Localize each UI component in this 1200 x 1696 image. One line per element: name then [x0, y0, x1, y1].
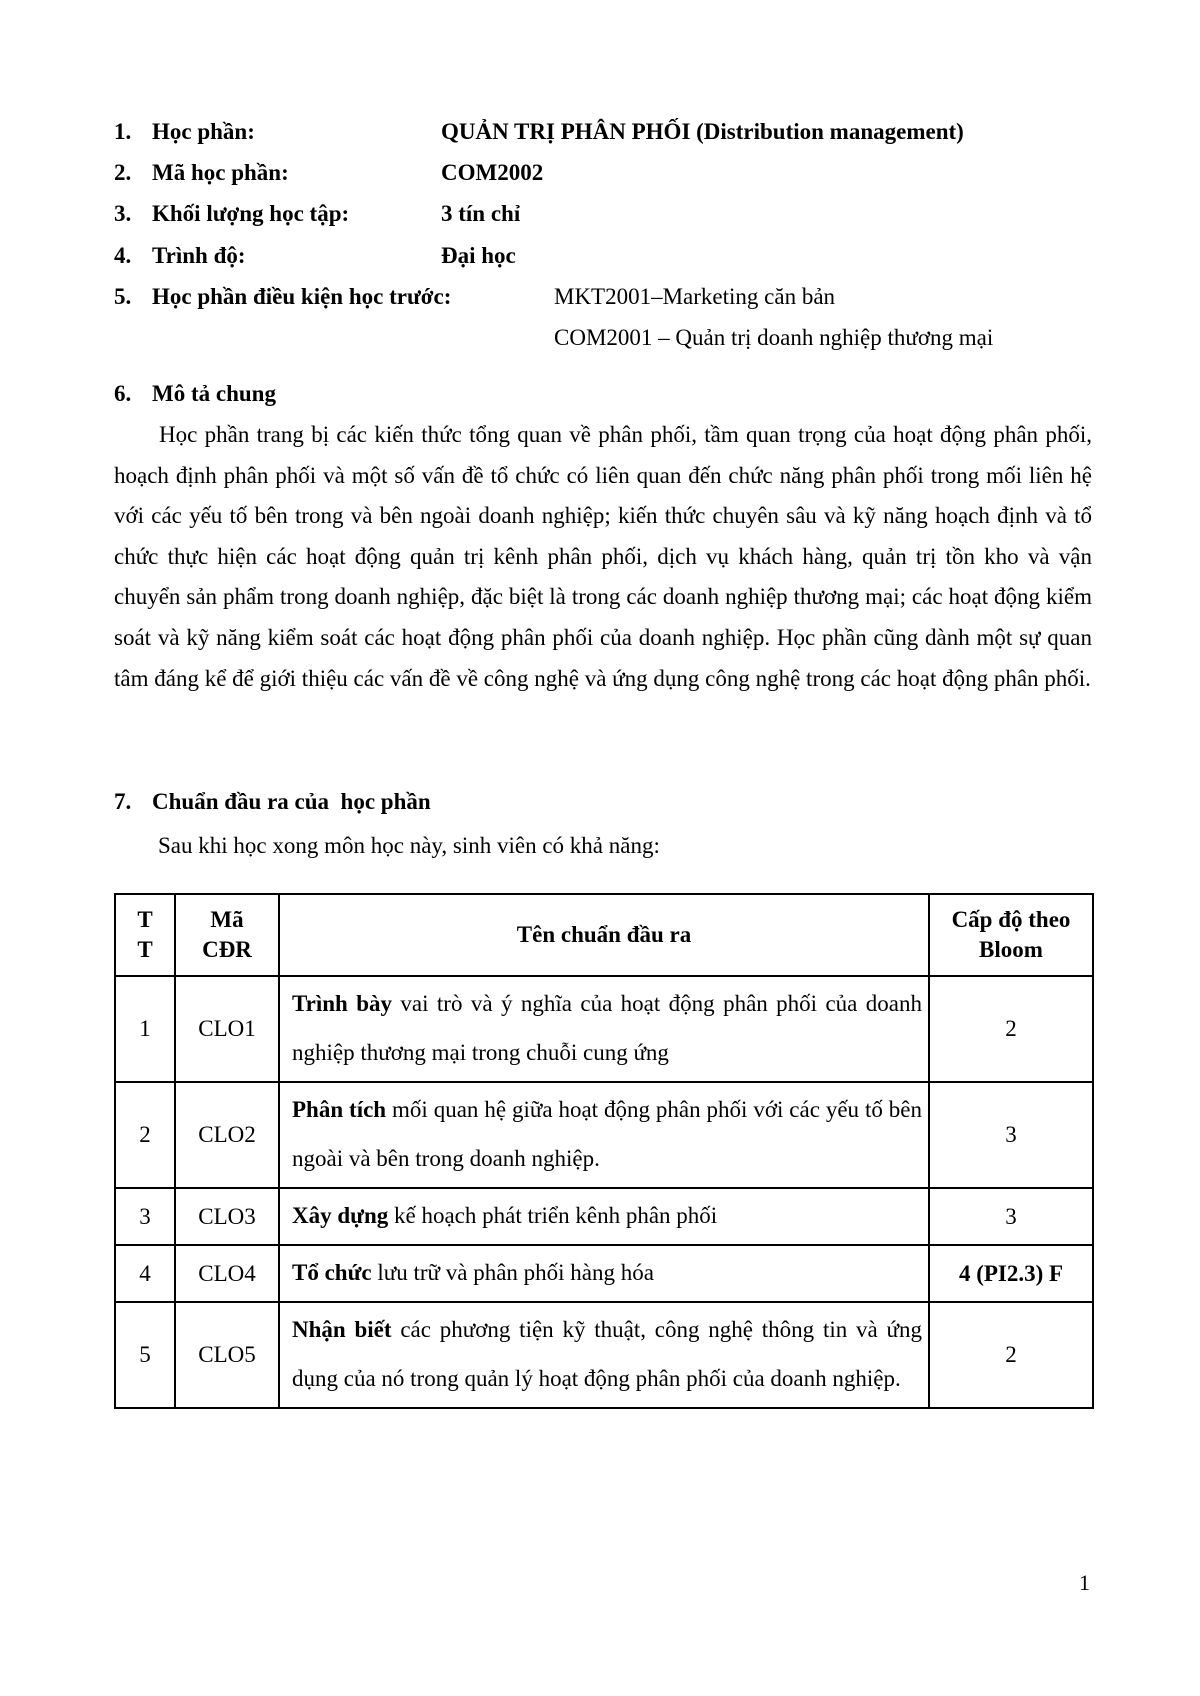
outcome-code: CLO3 [175, 1188, 279, 1245]
table-row [115, 1188, 1093, 1245]
table-header-row [115, 894, 1093, 976]
info-value: 3 tín chỉ [441, 201, 521, 226]
header-text: CĐR [202, 937, 252, 962]
outcome-verb: Phân tích [292, 1097, 387, 1122]
section-number: 6. [114, 381, 132, 406]
page-number: 1 [1079, 1570, 1090, 1595]
info-value: COM2002 [441, 160, 544, 185]
table-row [115, 1082, 1093, 1188]
outcome-description [279, 1302, 929, 1408]
item-number: 2. [114, 160, 132, 185]
header-outcome-name: Tên chuẩn đầu ra [279, 894, 929, 976]
outcome-text: lưu trữ và phân phối hàng hóa [371, 1260, 654, 1285]
section-number: 7. [114, 789, 132, 814]
table-row [115, 976, 1093, 1082]
table-row [115, 1302, 1093, 1408]
table-row [115, 1245, 1093, 1302]
outcome-text: kế hoạch phát triển kênh phân phối [388, 1203, 718, 1228]
outcome-verb: Trình bày [292, 991, 393, 1016]
outcome-text: các phương tiện kỹ thuật, công nghệ thông tin và ứng dụng của nó trong quản lý hoạt động phân phối của doanh nghiệp. [292, 1317, 922, 1391]
header-text: Cấp độ theo [951, 907, 1071, 932]
item-number: 3. [114, 201, 132, 226]
header-text: Mã [210, 907, 244, 932]
outcome-description [279, 1188, 929, 1245]
info-label: Học phần điều kiện học trước: [152, 284, 452, 309]
row-number: 5 [115, 1302, 175, 1408]
bloom-level: 3 [929, 1188, 1093, 1245]
outcome-code: CLO1 [175, 976, 279, 1082]
row-number: 3 [115, 1188, 175, 1245]
row-number: 4 [115, 1245, 175, 1302]
header-text: Bloom [979, 937, 1043, 962]
outcome-text: mối quan hệ giữa hoạt động phân phối với các yếu tố bên ngoài và bên trong doanh nghiệp. [292, 1097, 922, 1171]
course-description: Học phần trang bị các kiến thức tổng quan về phân phối, tầm quan trọng của hoạt động phân phối, hoạch định phân phối và một số vấn đề tổ chức có liên quan đến chức năng phân phối trong mối liên hệ với các yếu tố bên trong và bên ngoài doanh nghiệp; kiến thức chuyên sâu và kỹ năng hoạch định và tổ chức thực hiện các hoạt động quản trị kênh phân phối, dịch vụ khách hàng, quản trị tồn kho và vận chuyển sản phẩm trong doanh nghiệp, đặc biệt là trong các doanh nghiệp thương mại; các hoạt động kiểm soát và kỹ năng kiểm soát các hoạt động phân phối của doanh nghiệp. Học phần cũng dành một sự quan tâm đáng kể để giới thiệu các vấn đề về công nghệ và ứng dụng công nghệ trong các hoạt động phân phối. [114, 422, 1092, 691]
row-number: 1 [115, 976, 175, 1082]
item-number: 5. [114, 284, 132, 309]
outcome-code: CLO5 [175, 1302, 279, 1408]
section-title: Mô tả chung [152, 381, 276, 406]
header-bloom-level [929, 894, 1093, 976]
outcome-description [279, 1082, 929, 1188]
outcome-code: CLO2 [175, 1082, 279, 1188]
info-value: QUẢN TRỊ PHÂN PHỐI (Distribution management) [441, 119, 964, 144]
header-text: T [137, 907, 153, 932]
outcome-verb: Tổ chức [292, 1260, 372, 1285]
outcome-description [279, 1245, 929, 1302]
info-label: Khối lượng học tập: [152, 201, 350, 226]
item-number: 1. [114, 119, 132, 144]
row-number: 2 [115, 1082, 175, 1188]
item-number: 4. [114, 243, 132, 268]
bloom-level: 2 [929, 976, 1093, 1082]
header-tt [115, 894, 175, 976]
bloom-level: 4 (PI2.3) F [929, 1245, 1093, 1302]
bloom-level: 3 [929, 1082, 1093, 1188]
outcomes-intro: Sau khi học xong môn học này, sinh viên có khả năng: [158, 833, 660, 858]
learning-outcomes-table [114, 893, 1094, 1409]
header-text: T [137, 937, 153, 962]
prerequisite-2: COM2001 – Quản trị doanh nghiệp thương mại [554, 325, 994, 350]
outcome-verb: Nhận biết [292, 1317, 392, 1342]
prerequisite-1: MKT2001–Marketing căn bản [554, 284, 836, 309]
outcome-description [279, 976, 929, 1082]
info-label: Học phần: [152, 119, 255, 144]
info-value: Đại học [441, 243, 516, 268]
outcome-code: CLO4 [175, 1245, 279, 1302]
header-code [175, 894, 279, 976]
bloom-level: 2 [929, 1302, 1093, 1408]
info-label: Mã học phần: [152, 160, 289, 185]
outcome-verb: Xây dựng [292, 1203, 389, 1228]
section-title: Chuẩn đầu ra của học phần [152, 789, 431, 814]
info-label: Trình độ: [152, 243, 246, 268]
outcome-text: vai trò và ý nghĩa của hoạt động phân phối của doanh nghiệp thương mại trong chuỗi cung ứng [292, 991, 922, 1065]
